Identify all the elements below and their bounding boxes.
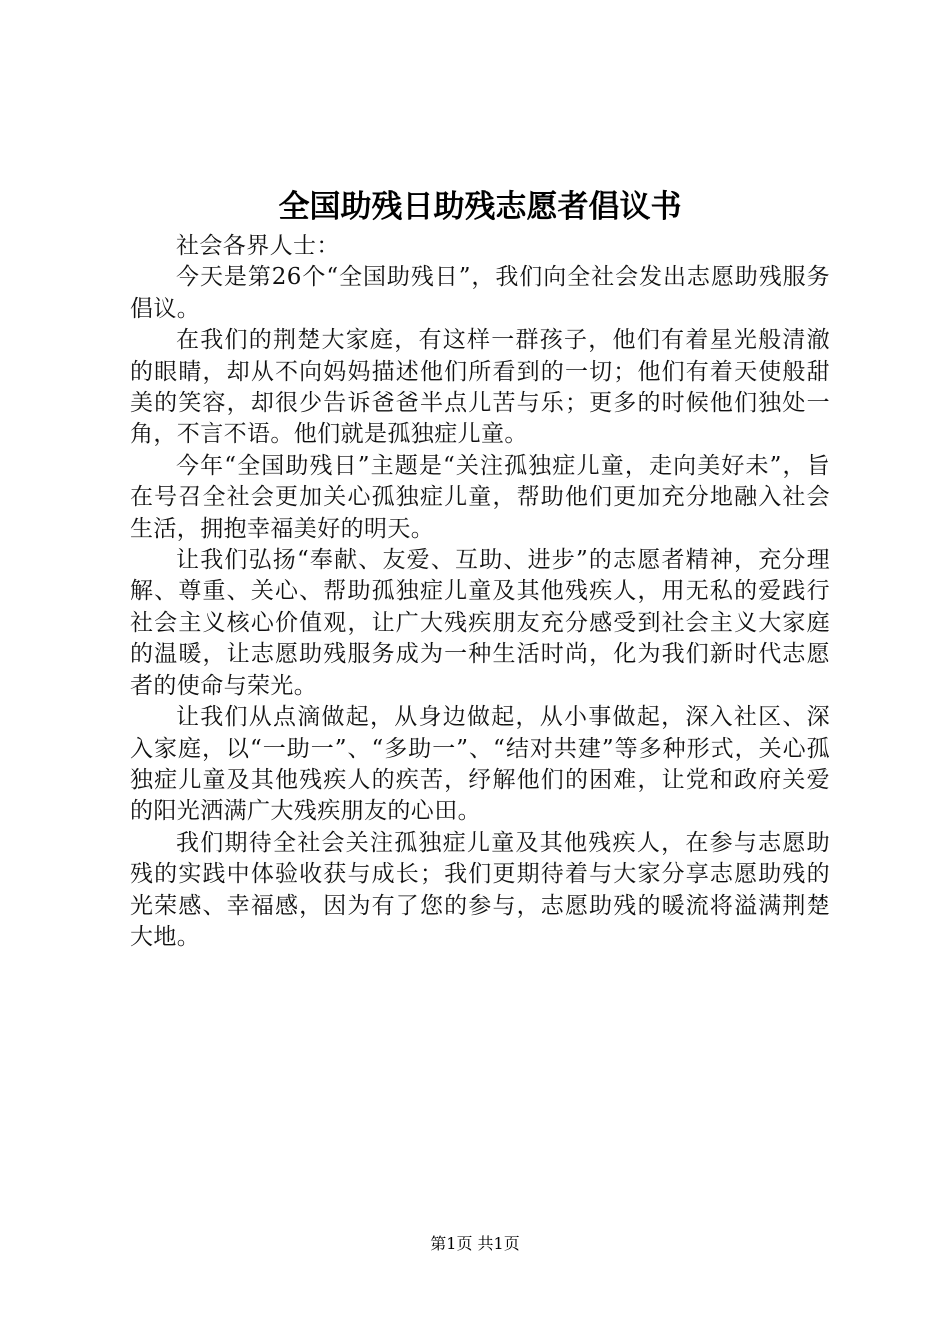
paragraph-spirit: 让我们弘扬“奉献、友爱、互助、进步”的志愿者精神，充分理解、尊重、关心、帮助孤独症儿童及其他残疾人，用无私的爱践行社会主义核心价值观，让广大残疾朋友充分感受到社会主义大家庭的温暖，让志愿助残服务成为一种生活时尚，化为我们新时代志愿者的使命与荣光。 xyxy=(130,547,830,699)
document-body xyxy=(130,231,830,953)
paragraph-intro: 今天是第26个“全国助残日”，我们向全社会发出志愿助残服务倡议。 xyxy=(130,264,830,322)
paragraph-closing: 我们期待全社会关注孤独症儿童及其他残疾人，在参与志愿助残的实践中体验收获与成长；我们更期待着与大家分享志愿助残的光荣感、幸福感，因为有了您的参与，志愿助残的暖流将溢满荆楚大地。 xyxy=(130,829,830,950)
document-title: 全国助残日助残志愿者倡议书 xyxy=(278,189,682,225)
paragraph-action: 让我们从点滴做起，从身边做起，从小事做起，深入社区、深入家庭，以“一助一”、“多助一”、“结对共建”等多种形式，关心孤独症儿童及其他残疾人的疾苦，纾解他们的困难，让党和政府关爱的阳光洒满广大残疾朋友的心田。 xyxy=(130,704,830,825)
page-footer: 第1页 共1页 xyxy=(430,1234,520,1253)
paragraph-children: 在我们的荆楚大家庭，有这样一群孩子，他们有着星光般清澈的眼睛，却从不向妈妈描述他们所看到的一切；他们有着天使般甜美的笑容，却很少告诉爸爸半点儿苦与乐；更多的时候他们独处一角，不言不语。他们就是孤独症儿童。 xyxy=(130,327,830,448)
salutation: 社会各界人士： xyxy=(176,233,340,259)
paragraph-theme: 今年“全国助残日”主题是“关注孤独症儿童，走向美好未”，旨在号召全社会更加关心孤独症儿童，帮助他们更加充分地融入社会生活，拥抱幸福美好的明天。 xyxy=(130,452,830,542)
